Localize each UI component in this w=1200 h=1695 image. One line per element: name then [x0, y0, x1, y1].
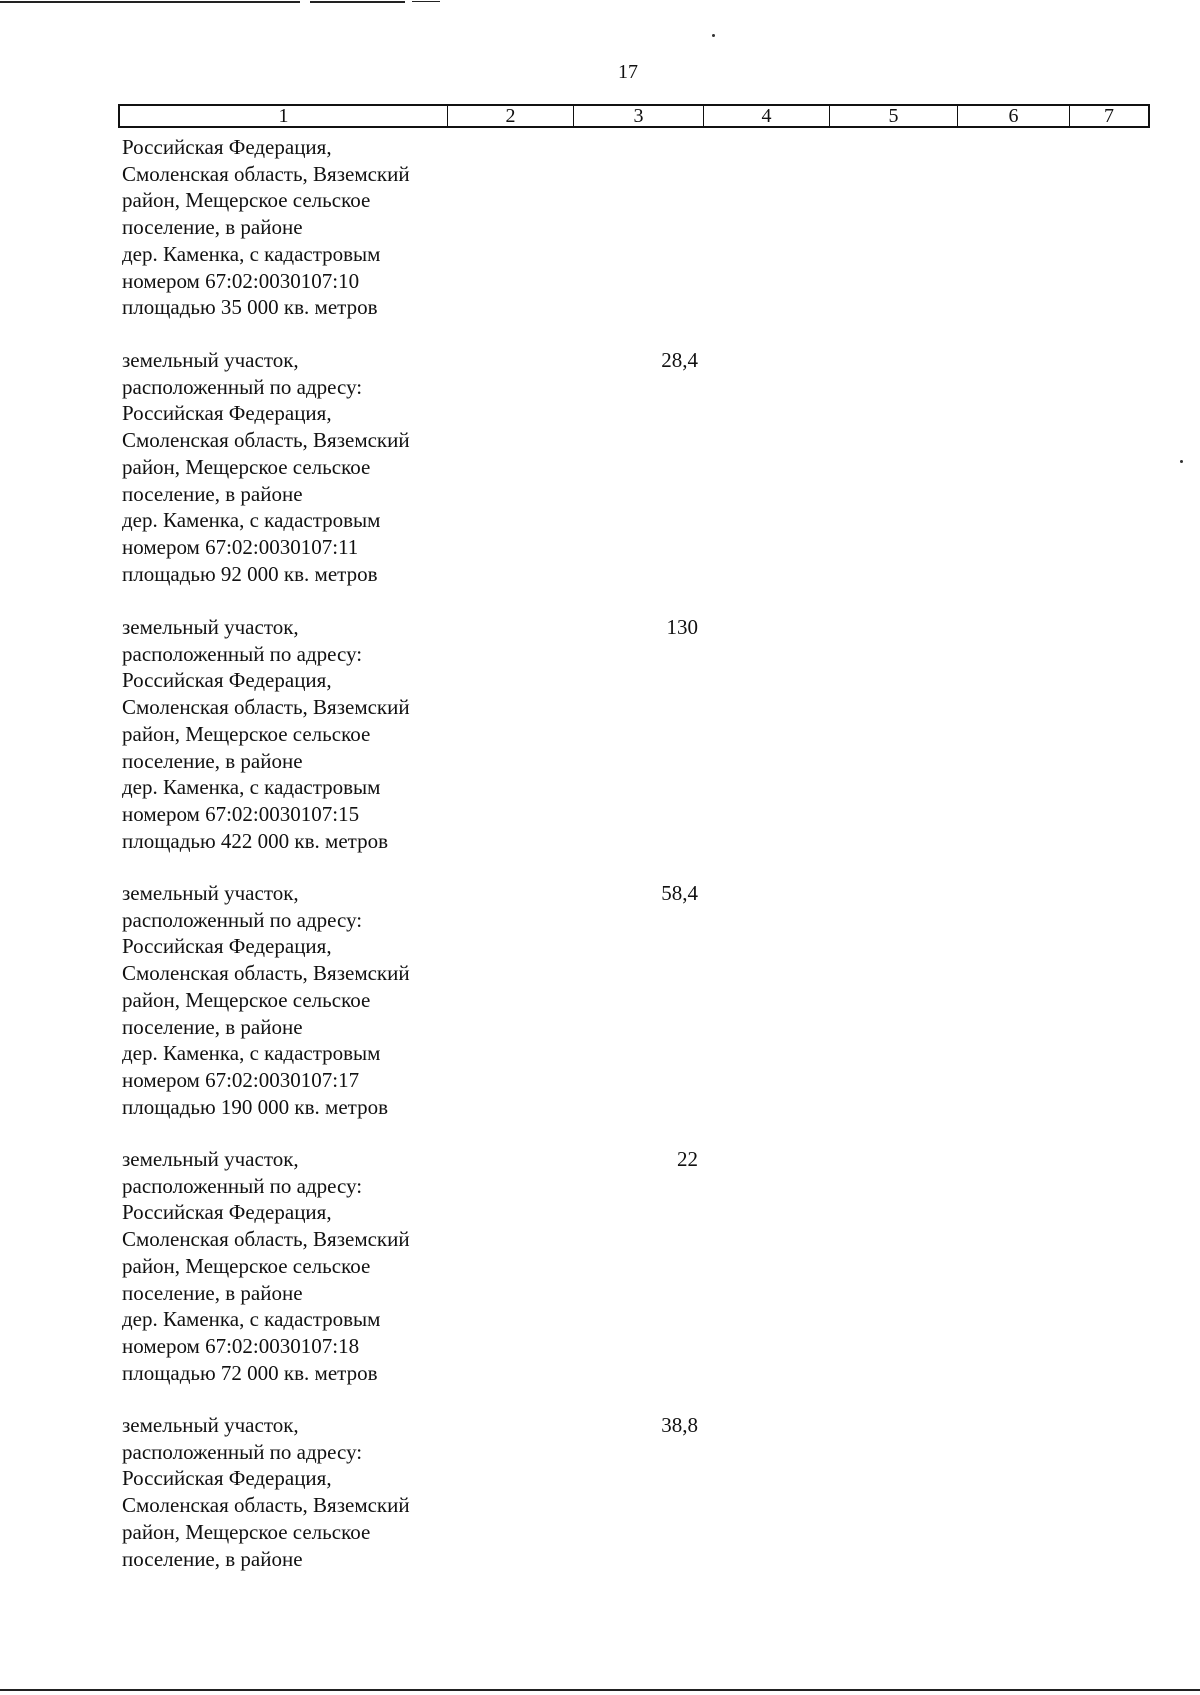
column-header-4: 4 — [704, 106, 830, 126]
page-number: 17 — [618, 61, 638, 83]
land-plot-description: земельный участок, расположенный по адресу: Российская Федерация, Смоленская область, Вяземский район, Мещерское сельское поселение, в районе дер. Каменка, с кадастровым номером 67:02:0030107:15 площадью 422 000 кв. метров — [122, 615, 410, 853]
land-plot-description: земельный участок, расположенный по адресу: Российская Федерация, Смоленская область, Вяземский район, Мещерское сельское поселение, в районе дер. Каменка, с кадастровым номером 67:02:0030107:18 площадью 72 000 кв. метров — [122, 1147, 410, 1385]
land-plot-value: 130 — [666, 615, 698, 639]
column-header-7: 7 — [1104, 105, 1114, 127]
scan-edge-top-tail — [412, 1, 440, 2]
column-header-1: 1 — [120, 106, 448, 126]
scan-edge-top-short — [310, 1, 405, 3]
land-plot-value: 28,4 — [661, 348, 698, 372]
scan-edge-top — [0, 1, 300, 3]
land-plot-value: 38,8 — [661, 1413, 698, 1437]
land-plot-description: земельный участок, расположенный по адресу: Российская Федерация, Смоленская область, Вяземский район, Мещерское сельское поселение, в районе — [122, 1413, 410, 1571]
scan-edge-bottom — [0, 1689, 1200, 1691]
table-column-header-row — [118, 104, 1150, 128]
land-plot-description: Российская Федерация, Смоленская область, Вяземский район, Мещерское сельское поселение, в районе дер. Каменка, с кадастровым номером 67:02:0030107:10 площадью 35 000 кв. метров — [122, 135, 410, 320]
land-plot-value: 58,4 — [661, 881, 698, 905]
land-plot-description: земельный участок, расположенный по адресу: Российская Федерация, Смоленская область, Вяземский район, Мещерское сельское поселение, в районе дер. Каменка, с кадастровым номером 67:02:0030107:11 площадью 92 000 кв. метров — [122, 348, 410, 586]
column-header-5: 5 — [830, 106, 958, 126]
column-header-3: 3 — [574, 106, 704, 126]
scan-speck — [712, 34, 715, 37]
column-header-2: 2 — [448, 106, 574, 126]
land-plot-value: 22 — [677, 1147, 698, 1171]
column-header-6: 6 — [958, 106, 1070, 126]
land-plot-description: земельный участок, расположенный по адресу: Российская Федерация, Смоленская область, Вяземский район, Мещерское сельское поселение, в районе дер. Каменка, с кадастровым номером 67:02:0030107:17 площадью 190 000 кв. метров — [122, 881, 410, 1119]
scan-speck — [1180, 460, 1183, 463]
